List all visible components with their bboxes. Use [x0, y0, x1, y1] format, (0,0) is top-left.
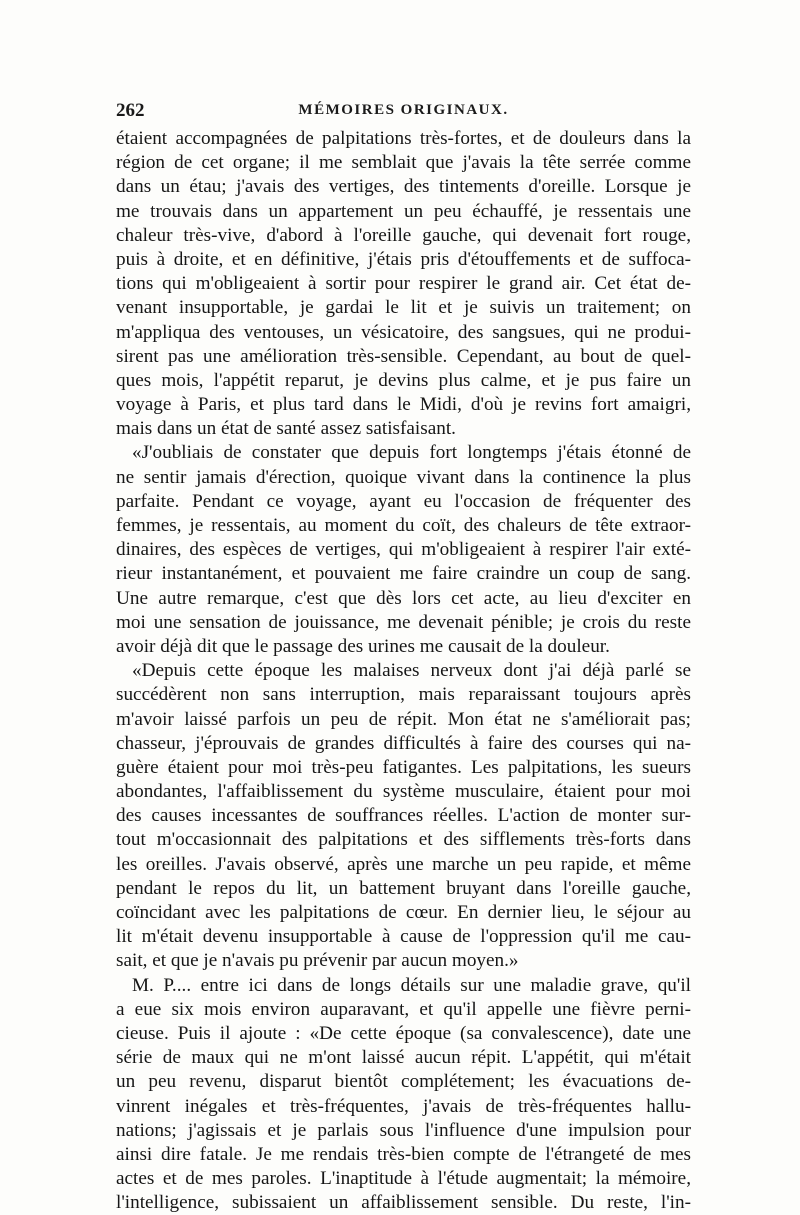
text-line: pendant le repos du lit, un battement bruyant dans l'oreille gauche, [116, 877, 691, 899]
running-head: MÉMOIRES ORIGINAUX. [298, 102, 509, 118]
text-line: ques mois, l'appétit reparut, je devins plus calme, et je pus faire un [116, 369, 691, 391]
text-line: des causes incessantes de souffrances réelles. L'action de monter sur- [116, 805, 691, 827]
text-line: l'intelligence, subissaient un affaiblissement sensible. Du reste, l'in- [116, 1192, 691, 1214]
text-line: avoir déjà dit que le passage des urines me causait de la douleur. [116, 635, 610, 657]
text-line: coïncidant avec les palpitations de cœur. En dernier lieu, le séjour au [116, 902, 691, 923]
text-line: abondantes, l'affaiblissement du système musculaire, étaient pour moi [116, 781, 691, 803]
text-line: tions qui m'obligeaient à sortir pour respirer le grand air. Cet état de- [116, 273, 691, 295]
text-line: puis à droite, et en définitive, j'étais pris d'étouffements et de suffoca- [116, 248, 691, 270]
text-line: mais dans un état de santé assez satisfaisant. [116, 418, 456, 440]
text-line: moi une sensation de jouissance, me devenait pénible; je crois du reste [116, 611, 691, 633]
text-line: sirent pas une amélioration très-sensible. Cependant, au bout de quel- [116, 345, 691, 367]
text-line: M. P.... entre ici dans de longs détails sur une maladie grave, qu'il [132, 974, 691, 996]
page-header [116, 100, 691, 126]
text-line: parfaite. Pendant ce voyage, ayant eu l'occasion de fréquenter des [116, 490, 691, 512]
text-line: ainsi dire fatale. Je me rendais très-bien compte de l'étrangeté de mes [116, 1143, 691, 1165]
text-line: sait, et que je n'avais pu prévenir par aucun moyen.» [116, 950, 519, 972]
text-line: étaient accompagnées de palpitations très-fortes, et de douleurs dans la [116, 128, 691, 149]
text-line: Une autre remarque, c'est que dès lors cet acte, au lieu d'exciter en [116, 587, 691, 609]
text-line: a eue six mois environ auparavant, et qu'il appelle une fièvre perni- [116, 998, 691, 1020]
text-line: tout m'occasionnait des palpitations et des sifflements très-forts dans [116, 829, 691, 851]
text-line: ne sentir jamais d'érection, quoique vivant dans la continence la plus [116, 466, 691, 488]
text-line: me trouvais dans un appartement un peu échauffé, je ressentais une [116, 200, 691, 222]
text-line: m'appliqua des ventouses, un vésicatoire, des sangsues, qui ne produi- [116, 321, 691, 343]
text-line: m'avoir laissé parfois un peu de répit. Mon état ne s'améliorait pas; [116, 708, 691, 730]
text-line: vinrent inégales et très-fréquentes, j'avais de très-fréquentes hallu- [116, 1095, 691, 1117]
text-line: dinaires, des espèces de vertiges, qui m'obligeaient à respirer l'air exté- [116, 539, 691, 561]
body-text [116, 127, 691, 1215]
text-line: dans un étau; j'avais des vertiges, des tintements d'oreille. Lorsque je [116, 176, 691, 198]
text-line: actes et de mes paroles. L'inaptitude à l'étude augmentait; la mémoire, [116, 1168, 691, 1190]
text-line: «Depuis cette époque les malaises nerveux dont j'ai déjà parlé se [132, 660, 691, 682]
text-line: guère étaient pour moi très-peu fatigantes. Les palpitations, les sueurs [116, 756, 691, 778]
text-line: rieur instantanément, et pouvaient me faire craindre un coup de sang. [116, 563, 691, 585]
text-line: succédèrent non sans interruption, mais reparaissant toujours après [116, 684, 691, 706]
text-line: lit m'était devenu insupportable à cause de l'oppression qu'il me cau- [116, 926, 691, 948]
text-line: cieuse. Puis il ajoute : «De cette époque (sa convalescence), date une [116, 1022, 691, 1044]
text-line: chasseur, j'éprouvais de grandes difficultés à faire des courses qui na- [116, 732, 691, 754]
text-line: chaleur très-vive, d'abord à l'oreille gauche, qui devenait fort rouge, [116, 224, 691, 246]
text-line: série de maux qui ne m'ont laissé aucun répit. L'appétit, qui m'était [116, 1047, 691, 1069]
text-line: les oreilles. J'avais observé, après une marche un peu rapide, et même [116, 853, 691, 875]
text-line: un peu revenu, disparut bientôt complétement; les évacuations de- [116, 1071, 691, 1093]
text-line: «J'oubliais de constater que depuis fort longtemps j'étais étonné de [132, 442, 691, 464]
text-line: femmes, je ressentais, au moment du coït, des chaleurs de tête extraor- [116, 515, 691, 536]
text-line: voyage à Paris, et plus tard dans le Midi, d'où je revins fort amaigri, [116, 394, 691, 416]
text-line: région de cet organe; il me semblait que j'avais la tête serrée comme [116, 152, 691, 174]
text-line: nations; j'agissais et je parlais sous l'influence d'une impulsion pour [116, 1119, 691, 1141]
text-line: venant insupportable, je gardai le lit et je suivis un traitement; on [116, 297, 691, 319]
page-number: 262 [116, 100, 145, 121]
